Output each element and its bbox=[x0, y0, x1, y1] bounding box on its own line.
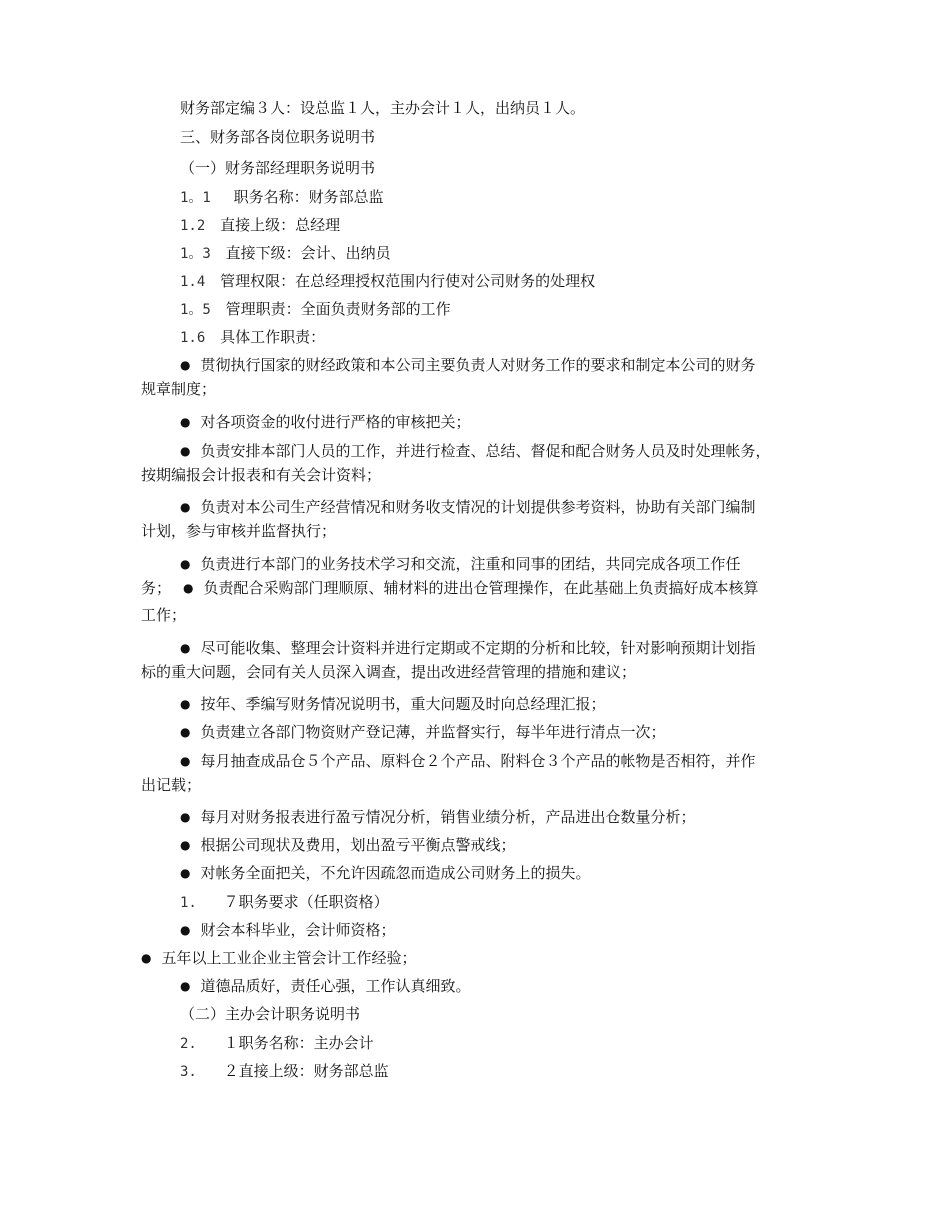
item-number: 1.6 bbox=[180, 330, 206, 346]
item-number: 1.2 bbox=[180, 218, 206, 234]
section-heading-3: 三、财务部各岗位职务说明书 bbox=[180, 128, 376, 146]
item-1-1 bbox=[180, 186, 384, 208]
item-1-4 bbox=[180, 270, 595, 292]
bullet-text: 道德品质好，责任心强，工作认真细致。 bbox=[200, 977, 471, 995]
item-number: 1。1 bbox=[180, 190, 211, 206]
item-text: 具体工作职责： bbox=[220, 328, 326, 346]
duty-bullet-4 bbox=[180, 496, 756, 518]
bullet-icon: ● bbox=[180, 923, 191, 937]
bullet-icon: ● bbox=[180, 754, 191, 768]
duty-bullet-9-cont: 出记载； bbox=[141, 776, 202, 794]
duty-bullet-8 bbox=[180, 721, 666, 743]
duty-bullet-1 bbox=[180, 354, 756, 376]
bullet-text: 对帐务全面把关，不允许因疏忽而造成公司财务上的损失。 bbox=[200, 864, 591, 882]
requirement-bullet-2 bbox=[141, 947, 417, 969]
item-text: 职务名称：财务部总监 bbox=[233, 188, 384, 206]
bullet-icon: ● bbox=[180, 810, 191, 824]
bullet-text: 根据公司现状及费用，划出盈亏平衡点警戒线； bbox=[200, 836, 516, 854]
bullet-icon: ● bbox=[180, 444, 191, 458]
bullet-text: 尽可能收集、整理会计资料并进行定期或不定期的分析和比较，针对影响预期计划指 bbox=[200, 639, 756, 657]
duty-bullet-3 bbox=[180, 440, 771, 462]
item-text: ２直接上级：财务部总监 bbox=[223, 1062, 389, 1080]
bullet-icon: ● bbox=[180, 415, 191, 429]
duty-bullet-5 bbox=[180, 553, 741, 575]
bullet-text: 每月对财务报表进行盈亏情况分析，销售业绩分析，产品进出仓数量分析； bbox=[200, 808, 696, 826]
bullet-icon: ● bbox=[180, 500, 191, 514]
item-number: 3. bbox=[180, 1064, 197, 1080]
bullet-text: 贯彻执行国家的财经政策和本公司主要负责人对财务工作的要求和制定本公司的财务 bbox=[200, 356, 756, 374]
bullet-icon: ● bbox=[180, 725, 191, 739]
bullet-icon: ● bbox=[180, 697, 191, 711]
requirement-bullet-1 bbox=[180, 919, 396, 941]
duty-bullet-1-cont: 规章制度； bbox=[141, 380, 217, 398]
item-text: 直接下级：会计、出纳员 bbox=[225, 244, 391, 262]
bullet-text: 负责进行本部门的业务技术学习和交流，注重和同事的团结，共同完成各项工作任 bbox=[200, 555, 741, 573]
item-text: １职务名称：主办会计 bbox=[223, 1034, 374, 1052]
subsection-heading-2: （二）主办会计职务说明书 bbox=[180, 1005, 361, 1023]
item-1-2 bbox=[180, 214, 340, 236]
item-text: 管理职责：全面负责财务部的工作 bbox=[225, 300, 451, 318]
subsection-heading-1: （一）财务部经理职务说明书 bbox=[180, 159, 376, 177]
duty-bullet-6-cont: 标的重大问题，会同有关人员深入调查，提出改进经营管理的措施和建议； bbox=[141, 663, 637, 681]
item-1-5 bbox=[180, 298, 451, 320]
duty-bullet-9 bbox=[180, 750, 756, 772]
requirement-bullet-3 bbox=[180, 975, 471, 997]
bullet-icon: ● bbox=[180, 641, 191, 655]
bullet-text: 财会本科毕业，会计师资格； bbox=[200, 921, 396, 939]
item-2-1 bbox=[180, 1032, 374, 1054]
item-number: 1.4 bbox=[180, 274, 206, 290]
item-number: 1。3 bbox=[180, 246, 211, 262]
bullet-icon: ● bbox=[180, 979, 191, 993]
item-text: 直接上级：总经理 bbox=[220, 216, 341, 234]
item-2-2 bbox=[180, 1060, 389, 1082]
duty-bullet-2 bbox=[180, 411, 471, 433]
item-text: ７职务要求（任职资格） bbox=[223, 893, 389, 911]
item-number: 1. bbox=[180, 895, 197, 911]
bullet-text: 负责建立各部门物资财产登记薄，并监督实行，每半年进行清点一次； bbox=[200, 723, 666, 741]
duty-bullet-10 bbox=[180, 806, 696, 828]
bullet-icon: ● bbox=[141, 951, 152, 965]
duty-bullet-5-cont bbox=[141, 577, 759, 599]
bullet-icon: ● bbox=[180, 838, 191, 852]
bullet-text: 对各项资金的收付进行严格的审核把关； bbox=[200, 413, 471, 431]
bullet-text: 负责配合采购部门理顺原、辅材料的进出仓管理操作，在此基础上负责搞好成本核算 bbox=[203, 579, 759, 597]
duty-bullet-3-cont: 按期编报会计报表和有关会计资料； bbox=[141, 466, 382, 484]
bullet-text: 务； bbox=[141, 579, 172, 597]
item-1-6 bbox=[180, 326, 325, 348]
duty-bullet-5-cont-2: 工作； bbox=[141, 606, 187, 624]
bullet-icon: ● bbox=[180, 557, 191, 571]
item-text: 管理权限：在总经理授权范围内行使对公司财务的处理权 bbox=[220, 272, 596, 290]
duty-bullet-4-cont: 计划，参与审核并监督执行； bbox=[141, 522, 337, 540]
bullet-text: 五年以上工业企业主管会计工作经验； bbox=[161, 949, 417, 967]
duty-bullet-11 bbox=[180, 834, 516, 856]
duty-bullet-6 bbox=[180, 637, 756, 659]
paragraph-staffing: 财务部定编３人：设总监１人，主办会计１人，出纳员１人。 bbox=[180, 99, 586, 117]
bullet-text: 负责安排本部门人员的工作，并进行检查、总结、督促和配合财务人员及时处理帐务， bbox=[200, 442, 771, 460]
bullet-text: 负责对本公司生产经营情况和财务收支情况的计划提供参考资料，协助有关部门编制 bbox=[200, 498, 756, 516]
item-number: 2. bbox=[180, 1036, 197, 1052]
bullet-icon: ● bbox=[180, 866, 191, 880]
item-1-3 bbox=[180, 242, 391, 264]
duty-bullet-12 bbox=[180, 862, 591, 884]
bullet-text: 每月抽查成品仓５个产品、原料仓２个产品、附料仓３个产品的帐物是否相符，并作 bbox=[200, 752, 756, 770]
item-1-7 bbox=[180, 891, 389, 913]
bullet-text: 按年、季编写财务情况说明书，重大问题及时向总经理汇报； bbox=[200, 695, 606, 713]
bullet-icon: ● bbox=[180, 358, 191, 372]
duty-bullet-7 bbox=[180, 693, 606, 715]
bullet-icon: ● bbox=[183, 581, 194, 595]
item-number: 1。5 bbox=[180, 302, 211, 318]
